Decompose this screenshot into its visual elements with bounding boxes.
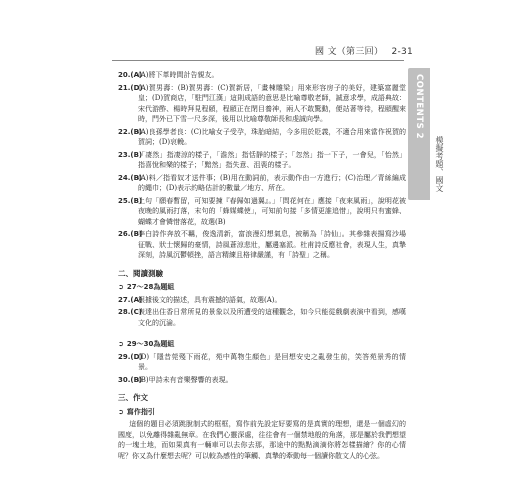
answer-item (118, 196, 406, 228)
answer-number: 26.(B) (118, 230, 143, 238)
answer-item (118, 352, 406, 373)
circle-arrow-icon: ➲ (118, 340, 124, 348)
section-1-list (118, 70, 406, 261)
answer-explanation: 李白詩作奔放不羈，俊逸清新，富浪漫幻想氣息，被稱為「詩仙」。其參雜表揚寫沙場征戰、狀士懷歸的豪情，詩風蒼涼悲壯，屬邊塞派。杜甫詩反應社會，表現人生，真摯深刻，詩風沉鬱頓挫，語言精練且格律嚴謹，有「詩聖」之稱。 (138, 230, 406, 259)
section-2-title: 二、閱讀測驗 (118, 268, 163, 278)
section-3-title: 三、作文 (118, 393, 148, 402)
answer-explanation: 「凄然」指凄涼的樣子，「澹然」指恬靜的樣子；「忽然」指一下子，一會兒，「怡然」指喜悅和樂的樣子；「黯然」指失意、沮喪的樣子。 (138, 150, 406, 169)
answer-number: 25.(B) (118, 196, 143, 205)
answer-number: 21.(D) (118, 83, 143, 92)
header-title: 國 文（第三回） (315, 47, 384, 57)
answer-number: 22.(B) (118, 127, 143, 136)
answer-content (118, 70, 406, 461)
side-tab (408, 68, 430, 200)
answer-explanation: (A)料／指看奴才送件事；(B)用在動詞前，表示動作由一方進行；(C)治理／青絲編成的繩巾；(D)表示約略估計的數量／地方、所在。 (138, 173, 406, 192)
group-1-list (118, 295, 406, 329)
answer-explanation: 表達出住香日常所見的景象以及所遭受的這種觀念，如今只能從戲劇表演中看到，感嘆文化的沉淪。 (138, 308, 406, 327)
answer-number: 20.(A) (118, 71, 143, 79)
group-2-list (118, 352, 406, 386)
side-tab-label: CONTENTS 2 (414, 74, 424, 140)
circle-arrow-icon: ➲ (118, 283, 124, 291)
circle-arrow-icon: ➲ (118, 407, 124, 416)
page-number: 2-31 (391, 47, 414, 57)
answer-explanation: 根據後文的描述，具有震撼的語氣，故選(A)。 (138, 295, 282, 304)
answer-item (118, 307, 406, 328)
side-tab-subtitle: 模擬考題、國文 (435, 136, 444, 192)
answer-number: 27.(A) (118, 295, 143, 304)
answer-number: 29.(D) (118, 352, 143, 361)
writing-guide-paragraph: 這個的題目必須跳脫制式的框框，寫作前先設定好要寫的是真實的理想，還是一個虛幻的國度，以免離得雜亂無章。在我們心靈深處，往往會有一個禁地般的角落，那是屬於我們想望的一塊土地，而如果真有一輛車可以去你去那，那途中的點點滴滴你將怎樣描繪？你的心情呢？你又為什麼想去呢？可以較為感性的筆觸、真摯的牽動每一個讀你散文人的心弦。 (118, 420, 406, 460)
answer-explanation: 上句「願春暫留，可知要揀『春歸如過翼』。」「問花何在」應接「夜來風雨」，說明花被夜晚的風雨打落，末句的「蜂媒蝶使」，可知前句接「多情更誰追惜」，說明只有蜜蜂、蝴蝶才會憐惜落花，故選(B) (138, 196, 406, 226)
answer-item (118, 83, 406, 125)
answer-item (118, 150, 406, 171)
answer-explanation: (B)甲詩未有音樂聲響的表現。 (138, 375, 233, 384)
answer-explanation: (A)將下革時間計告親友。 (138, 71, 219, 79)
answer-number: 28.(C) (118, 308, 142, 316)
page-header (315, 44, 413, 57)
answer-explanation: (A)賀男壽：(B)賀男壽：(C)賀新居，「畫棟雕梁」用來形容房子的美好，建築富麗堂皇；(D)賀商店，「駐門江漢」這則成語的意思是比喻尊敬老師，誠意求學，成語典故：宋代游酢、楊時拜見程頤，程頤正在閉目養神，兩人不敢驚動，便站著等待，程頤醒來時，門外已下雪一尺多深，後用以比喻尊敬師長和虔誠向學。 (138, 83, 406, 123)
answer-item (118, 229, 406, 261)
answer-number: 24.(B) (118, 173, 143, 182)
group-heading-2: ➲ 29～30為題組 (118, 340, 175, 348)
group-heading-1: ➲ 27～28為題組 (118, 283, 175, 291)
answer-explanation: (A)良孫學者良：(C)比喻女子受孕，珠胎暗結，今多用於貶義，不適合用來當作祝賀的賀詞；(D)哀輓。 (138, 127, 406, 146)
answer-explanation: (D)「隱昔莞殘下雨花，苑中萬物生顏色」是回想安史之亂發生前，笑答苑景秀的情景。 (138, 352, 406, 371)
answer-number: 30.(B) (118, 375, 143, 384)
answer-item (118, 295, 406, 306)
answer-item (118, 173, 406, 194)
writing-guide-heading: ➲ 寫作指引 (118, 407, 155, 416)
answer-item (118, 70, 406, 81)
answer-number: 23.(B) (118, 150, 143, 159)
answer-item (118, 127, 406, 148)
answer-item (118, 375, 406, 386)
header-rule (112, 60, 404, 61)
